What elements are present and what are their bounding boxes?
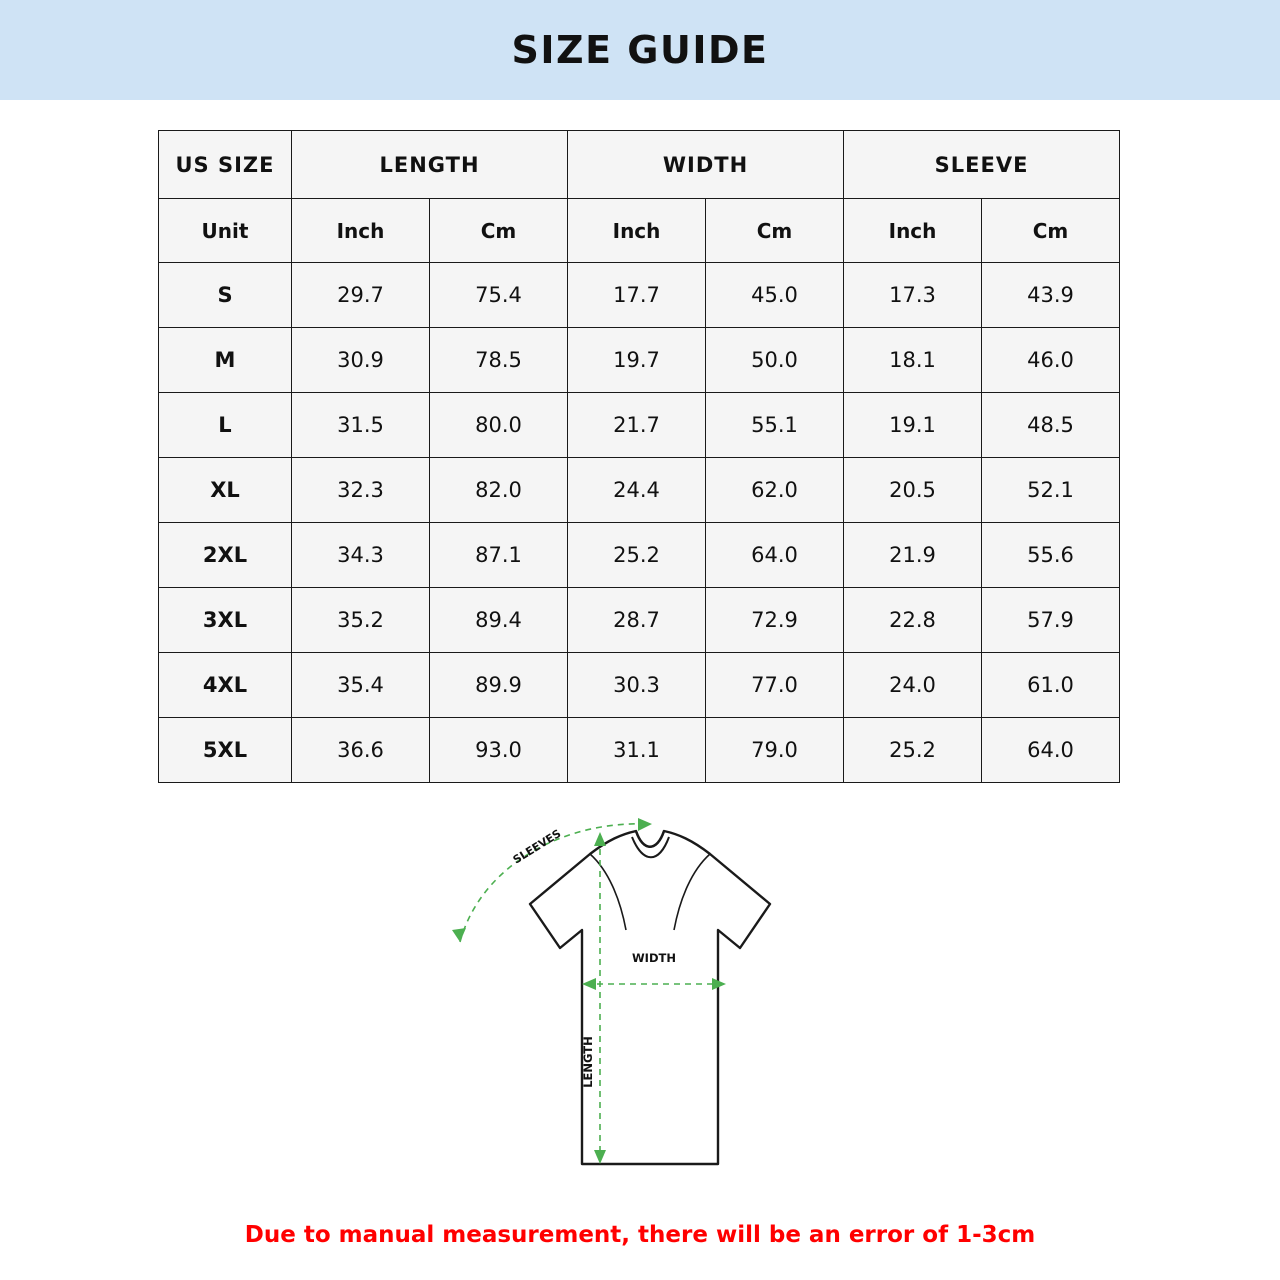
row-length-inch: 29.7 — [292, 263, 430, 328]
row-width-cm: 55.1 — [706, 393, 844, 458]
row-sleeve-inch: 22.8 — [844, 588, 982, 653]
row-length-inch: 36.6 — [292, 718, 430, 783]
length-label: LENGTH — [581, 1036, 595, 1088]
table-row — [159, 263, 1120, 328]
header-length: LENGTH — [292, 131, 568, 199]
row-width-cm: 77.0 — [706, 653, 844, 718]
length-arrow-top — [594, 832, 606, 846]
row-width-inch: 28.7 — [568, 588, 706, 653]
sleeves-arrow-left — [452, 928, 466, 942]
row-sleeve-inch: 18.1 — [844, 328, 982, 393]
tshirt-diagram — [440, 812, 860, 1202]
unit-width-cm: Cm — [706, 199, 844, 263]
row-width-inch: 17.7 — [568, 263, 706, 328]
row-length-cm: 89.9 — [430, 653, 568, 718]
width-label: WIDTH — [632, 951, 676, 965]
row-width-cm: 62.0 — [706, 458, 844, 523]
row-width-inch: 24.4 — [568, 458, 706, 523]
row-width-cm: 50.0 — [706, 328, 844, 393]
row-length-cm: 78.5 — [430, 328, 568, 393]
row-width-cm: 79.0 — [706, 718, 844, 783]
row-sleeve-cm: 48.5 — [982, 393, 1120, 458]
row-sleeve-cm: 52.1 — [982, 458, 1120, 523]
tshirt-svg — [440, 812, 860, 1202]
row-length-cm: 82.0 — [430, 458, 568, 523]
row-width-inch: 30.3 — [568, 653, 706, 718]
row-sleeve-cm: 57.9 — [982, 588, 1120, 653]
row-width-inch: 31.1 — [568, 718, 706, 783]
row-width-inch: 19.7 — [568, 328, 706, 393]
row-sleeve-cm: 61.0 — [982, 653, 1120, 718]
header-banner — [0, 0, 1280, 100]
header-width: WIDTH — [568, 131, 844, 199]
unit-label: Unit — [159, 199, 292, 263]
header-sleeve: SLEEVE — [844, 131, 1120, 199]
row-sleeve-cm: 43.9 — [982, 263, 1120, 328]
row-sleeve-cm: 64.0 — [982, 718, 1120, 783]
row-size: L — [159, 393, 292, 458]
measurement-note: Due to manual measurement, there will be an error of 1-3cm — [244, 1222, 1036, 1248]
unit-length-cm: Cm — [430, 199, 568, 263]
row-size: XL — [159, 458, 292, 523]
row-width-inch: 21.7 — [568, 393, 706, 458]
row-sleeve-cm: 46.0 — [982, 328, 1120, 393]
row-length-cm: 75.4 — [430, 263, 568, 328]
row-size: S — [159, 263, 292, 328]
unit-sleeve-inch: Inch — [844, 199, 982, 263]
page-title: SIZE GUIDE — [511, 28, 769, 72]
row-width-cm: 72.9 — [706, 588, 844, 653]
row-length-cm: 87.1 — [430, 523, 568, 588]
unit-width-inch: Inch — [568, 199, 706, 263]
row-length-inch: 30.9 — [292, 328, 430, 393]
table-row — [159, 718, 1120, 783]
table-row — [159, 588, 1120, 653]
size-table-container — [158, 130, 1120, 783]
row-sleeve-inch: 19.1 — [844, 393, 982, 458]
unit-length-inch: Inch — [292, 199, 430, 263]
size-table — [158, 130, 1120, 783]
row-width-cm: 64.0 — [706, 523, 844, 588]
row-length-inch: 35.4 — [292, 653, 430, 718]
row-length-inch: 34.3 — [292, 523, 430, 588]
header-us-size: US SIZE — [159, 131, 292, 199]
row-size: 3XL — [159, 588, 292, 653]
row-sleeve-inch: 24.0 — [844, 653, 982, 718]
sleeves-arrow-right — [638, 818, 652, 831]
table-row — [159, 393, 1120, 458]
table-row — [159, 328, 1120, 393]
table-row — [159, 458, 1120, 523]
table-row — [159, 653, 1120, 718]
row-length-cm: 80.0 — [430, 393, 568, 458]
row-size: 5XL — [159, 718, 292, 783]
row-sleeve-cm: 55.6 — [982, 523, 1120, 588]
table-unit-row — [159, 199, 1120, 263]
row-sleeve-inch: 17.3 — [844, 263, 982, 328]
table-row — [159, 523, 1120, 588]
row-length-inch: 31.5 — [292, 393, 430, 458]
row-sleeve-inch: 21.9 — [844, 523, 982, 588]
size-table-body — [159, 263, 1120, 783]
row-length-cm: 89.4 — [430, 588, 568, 653]
row-size: 2XL — [159, 523, 292, 588]
unit-sleeve-cm: Cm — [982, 199, 1120, 263]
table-group-header-row — [159, 131, 1120, 199]
sleeves-label: SLEEVES — [510, 826, 564, 867]
row-length-cm: 93.0 — [430, 718, 568, 783]
row-size: 4XL — [159, 653, 292, 718]
row-length-inch: 35.2 — [292, 588, 430, 653]
row-width-inch: 25.2 — [568, 523, 706, 588]
row-length-inch: 32.3 — [292, 458, 430, 523]
row-width-cm: 45.0 — [706, 263, 844, 328]
shirt-outline — [530, 831, 770, 1164]
row-sleeve-inch: 25.2 — [844, 718, 982, 783]
row-size: M — [159, 328, 292, 393]
row-sleeve-inch: 20.5 — [844, 458, 982, 523]
